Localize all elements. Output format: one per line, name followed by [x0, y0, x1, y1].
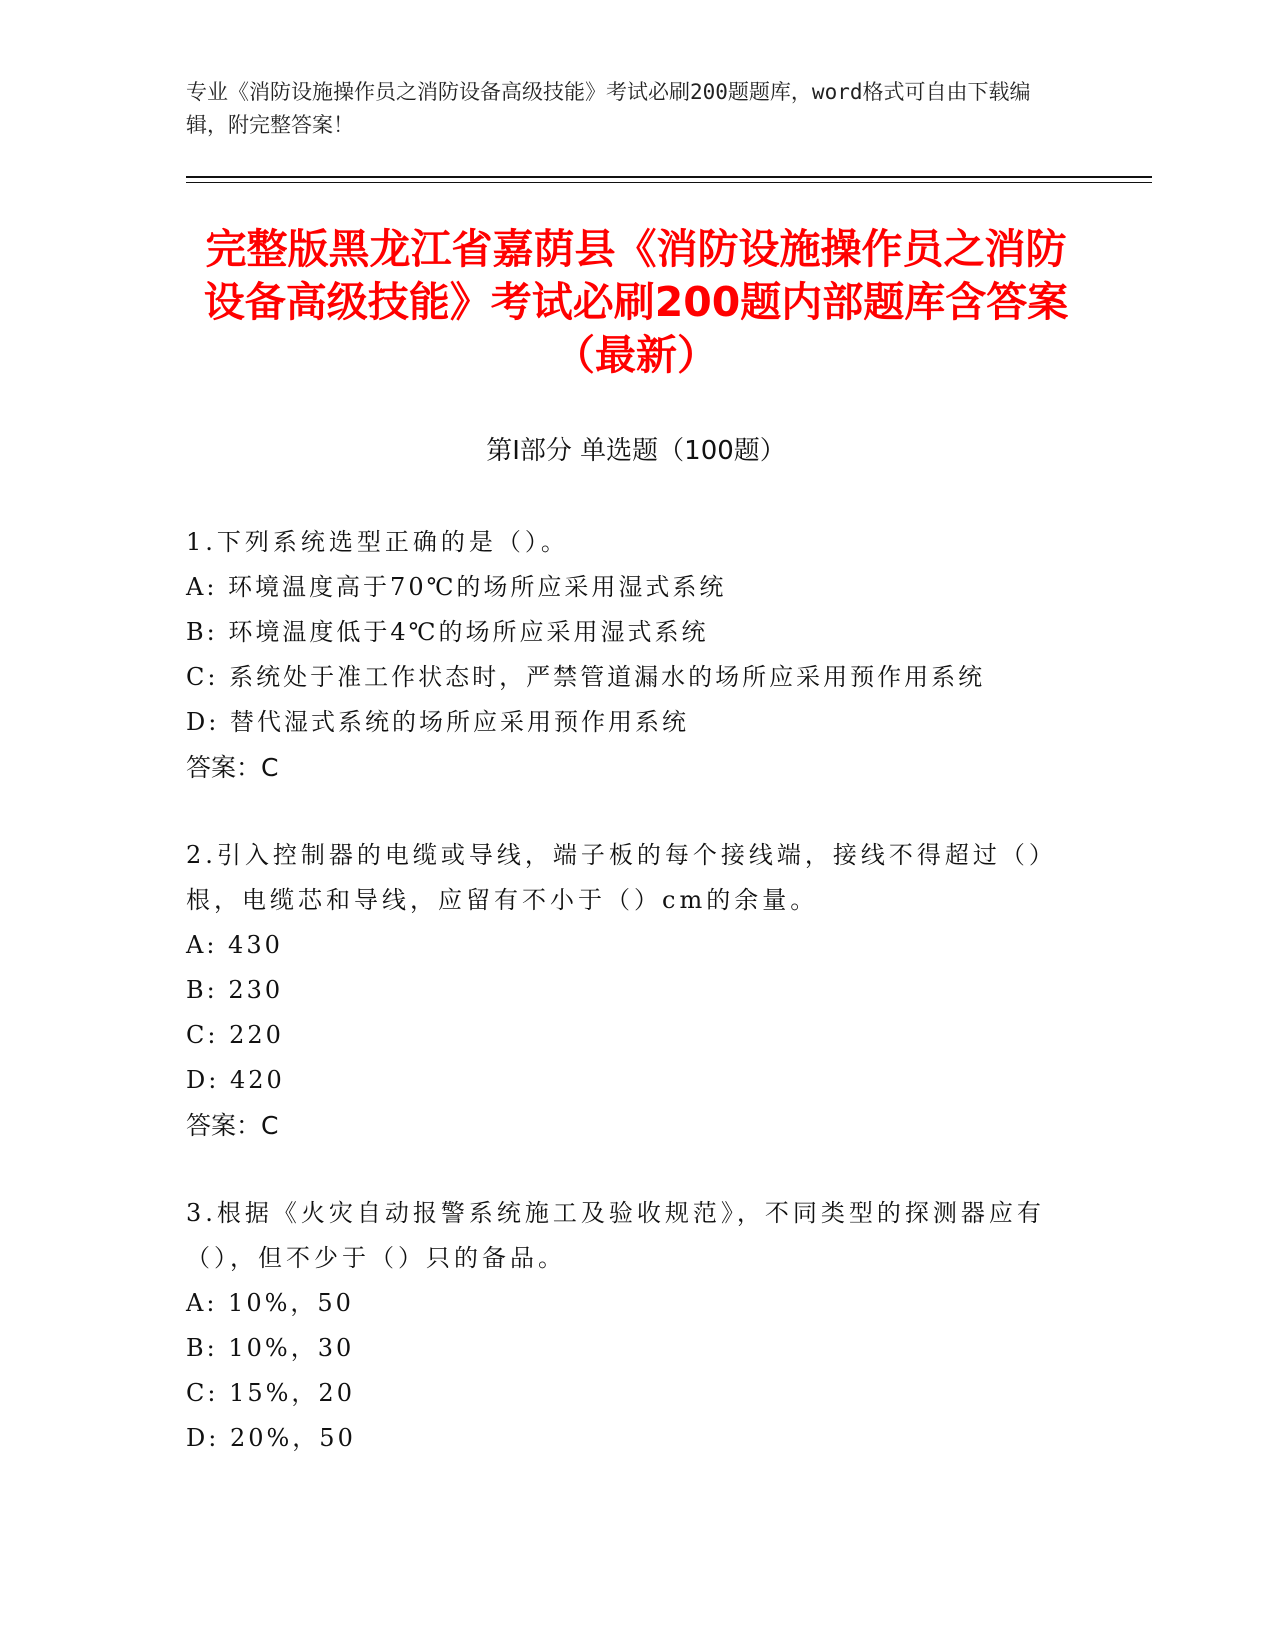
header-note: 专业《消防设施操作员之消防设备高级技能》考试必刷200题题库，word格式可自由下载编辑，附完整答案！	[186, 80, 1031, 137]
document-title: 完整版黑龙江省嘉荫县《消防设施操作员之消防设备高级技能》考试必刷200题内部题库含答案（最新）	[203, 225, 1069, 379]
header-divider-thin	[186, 182, 1152, 183]
section-title: 第Ⅰ部分 单选题（100题）	[486, 436, 786, 466]
question-text: 1.下列系统选型正确的是（）。	[186, 528, 569, 556]
question-item	[186, 520, 1086, 790]
answer-line: 答案：C	[186, 753, 279, 782]
option-b: B: 环境温度低于4℃的场所应采用湿式系统	[186, 618, 709, 646]
answer-line: 答案：C	[186, 1111, 279, 1140]
option-d: D: 420	[186, 1066, 285, 1094]
option-d: D: 20%，50	[186, 1424, 356, 1452]
option-b: B: 230	[186, 976, 284, 1004]
option-a: A: 环境温度高于70℃的场所应采用湿式系统	[186, 573, 727, 601]
option-d: D: 替代湿式系统的场所应采用预作用系统	[186, 708, 689, 736]
question-text: 2.引入控制器的电缆或导线，端子板的每个接线端，接线不得超过（）根，电缆芯和导线，应留有不小于（）cm的余量。	[186, 841, 1057, 914]
question-text: 3.根据《火灾自动报警系统施工及验收规范》，不同类型的探测器应有（），但不少于（）只的备品。	[186, 1199, 1045, 1272]
header-divider-thick	[186, 176, 1152, 178]
question-item	[186, 833, 1086, 1148]
option-b: B: 10%，30	[186, 1334, 355, 1362]
option-c: C: 220	[186, 1021, 284, 1049]
option-a: A: 430	[186, 931, 283, 959]
option-c: C: 15%，20	[186, 1379, 355, 1407]
question-item	[186, 1191, 1086, 1461]
option-a: A: 10%，50	[186, 1289, 354, 1317]
question-list	[186, 520, 1086, 1504]
option-c: C: 系统处于准工作状态时，严禁管道漏水的场所应采用预作用系统	[186, 663, 986, 691]
